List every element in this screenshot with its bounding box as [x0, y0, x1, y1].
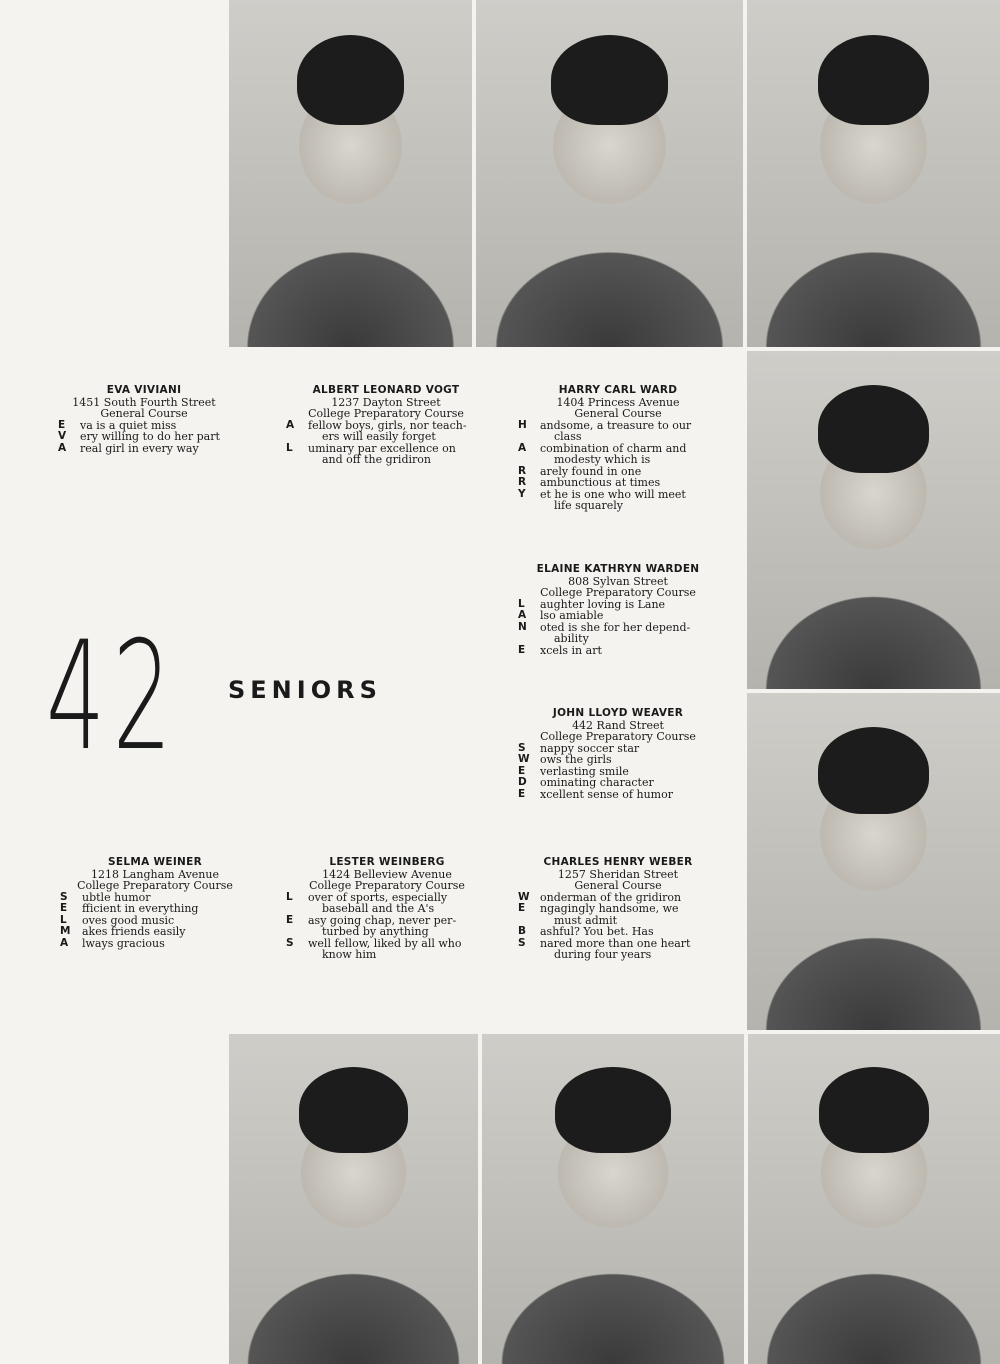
acrostic-text: turbed by anything [322, 925, 429, 938]
senior-name: ELAINE KATHRYN WARDEN [536, 563, 700, 575]
acrostic-text: life squarely [554, 499, 623, 512]
acrostic-text: ashful? You bet. Has [540, 925, 654, 938]
acrostic-letter: S [60, 890, 68, 903]
acrostic-letter [286, 454, 308, 466]
acrostic-letter [518, 454, 540, 466]
acrostic-text: baseball and the A's [322, 902, 435, 915]
acrostic-letter: V [58, 430, 67, 442]
page-number: 42 [46, 610, 180, 784]
acrostic-letter: A [60, 936, 69, 949]
acrostic-letter: R [518, 476, 527, 488]
senior-course: General Course [100, 407, 188, 420]
acrostic-text: xcels in art [540, 643, 602, 657]
acrostic-text: ery willing to do her part [80, 430, 220, 443]
entry-selma-weiner [60, 857, 250, 949]
senior-address: 1218 Langham Avenue [91, 867, 219, 881]
acrostic-letter: H [518, 418, 527, 431]
senior-course: General Course [574, 879, 662, 892]
acrostic-letter: L [60, 913, 67, 926]
acrostic-text: oted is she for her depend- [540, 620, 691, 634]
acrostic-text: akes friends easily [82, 925, 186, 938]
acrostic-text: nappy soccer star [540, 741, 640, 755]
senior-name: ALBERT LEONARD VOGT [312, 384, 460, 396]
acrostic-letter: S [286, 936, 294, 949]
acrostic-letter: D [518, 776, 527, 788]
acrostic-letter: Y [518, 487, 526, 500]
entry-charles-weber [518, 857, 718, 961]
acrostic-text: aughter loving is Lane [540, 597, 666, 611]
portrait-charles-weber [748, 1034, 1000, 1364]
acrostic-letter: A [518, 609, 527, 621]
portrait-albert-vogt [476, 0, 743, 347]
portrait-harry-ward [747, 0, 1000, 347]
acrostic-text: ows the girls [540, 753, 612, 766]
senior-address: 1404 Princess Avenue [556, 395, 680, 409]
acrostic-letter: L [286, 890, 293, 903]
acrostic-letter [518, 633, 540, 645]
acrostic-text: uminary par excellence on [308, 441, 456, 455]
senior-name: HARRY CARL WARD [558, 384, 678, 396]
acrostic-text: ambunctious at times [540, 476, 661, 489]
acrostic-letter: S [518, 936, 526, 949]
acrostic-letter: E [58, 418, 66, 431]
portrait-elaine-warden [747, 351, 1000, 689]
acrostic-text: ers will easily forget [322, 430, 436, 443]
acrostic-letter [286, 949, 308, 961]
section-title: SENIORS [228, 676, 382, 704]
acrostic-text: class [554, 430, 582, 443]
entry-elaine-warden [518, 564, 718, 656]
acrostic-text: know him [322, 948, 377, 961]
acrostic-text: oves good music [82, 913, 175, 927]
acrostic-letter: E [518, 764, 526, 777]
acrostic-text: fficient in everything [82, 902, 199, 915]
acrostic-letter [518, 500, 540, 512]
senior-name: CHARLES HENRY WEBER [543, 856, 693, 868]
acrostic-text: ubtle humor [82, 890, 151, 904]
acrostic-letter: R [518, 464, 527, 477]
senior-name: JOHN LLOYD WEAVER [552, 707, 684, 719]
acrostic-text: xcellent sense of humor [540, 787, 673, 801]
acrostic-letter [286, 903, 308, 915]
acrostic-text: well fellow, liked by all who [308, 936, 462, 950]
acrostic-text: andsome, a treasure to our [540, 418, 692, 432]
acrostic-letter: L [518, 597, 525, 610]
senior-course: College Preparatory Course [77, 879, 233, 892]
acrostic-text: asy going chap, never per- [308, 913, 457, 927]
acrostic-text: must admit [554, 913, 618, 927]
acrostic-letter [286, 926, 308, 938]
acrostic-letter [518, 949, 540, 961]
acrostic-text: et he is one who will meet [540, 487, 686, 501]
senior-course: College Preparatory Course [308, 407, 464, 420]
acrostic-letter: A [286, 418, 295, 431]
acrostic-letter: A [58, 441, 67, 454]
portrait-lester-weinberg [482, 1034, 744, 1364]
acrostic-text: lways gracious [82, 936, 165, 950]
senior-name: SELMA WEINER [108, 856, 202, 868]
senior-address: 1451 South Fourth Street [72, 395, 216, 409]
senior-address: 1237 Dayton Street [331, 395, 441, 409]
acrostic-text: nared more than one heart [540, 936, 691, 950]
acrostic-letter [286, 431, 308, 443]
portrait-john-weaver [747, 693, 1000, 1030]
acrostic-letter: B [518, 925, 527, 937]
acrostic-letter [518, 431, 540, 443]
portrait-eva-viviani [229, 0, 472, 347]
acrostic-text: combination of charm and [540, 441, 687, 455]
acrostic-text: arely found in one [540, 464, 642, 478]
acrostic-text: modesty which is [554, 453, 651, 466]
acrostic-letter: E [518, 902, 526, 914]
acrostic-letter: E [518, 643, 526, 656]
senior-address: 808 Sylvan Street [568, 574, 668, 588]
senior-address: 1257 Sheridan Street [557, 867, 679, 881]
acrostic-letter: W [518, 890, 530, 903]
acrostic-text: onderman of the gridiron [540, 890, 682, 904]
senior-name: EVA VIVIANI [106, 384, 182, 396]
acrostic-letter: E [286, 913, 294, 926]
acrostic-text: va is a quiet miss [80, 418, 177, 432]
entry-eva-viviani [58, 385, 230, 454]
senior-address: 1424 Belleview Avenue [322, 867, 452, 881]
acrostic-text: lso amiable [540, 609, 604, 622]
acrostic-text: over of sports, especially [308, 890, 448, 904]
acrostic-text: ability [554, 632, 589, 645]
acrostic-text: and off the gridiron [322, 453, 431, 466]
senior-course: College Preparatory Course [309, 879, 465, 892]
senior-address: 442 Rand Street [572, 718, 664, 732]
acrostic-text: verlasting smile [540, 764, 629, 778]
acrostic-text: real girl in every way [80, 441, 199, 455]
entry-john-weaver [518, 708, 718, 800]
acrostic-letter: A [518, 441, 527, 454]
acrostic-letter: L [286, 441, 293, 454]
entry-lester-weinberg [286, 857, 488, 961]
acrostic-text: ngagingly handsome, we [540, 902, 679, 915]
senior-course: College Preparatory Course [540, 730, 696, 743]
senior-course: College Preparatory Course [540, 586, 696, 599]
acrostic-letter: N [518, 620, 527, 633]
senior-name: LESTER WEINBERG [329, 856, 445, 868]
acrostic-letter: M [60, 925, 71, 937]
entry-albert-vogt [286, 385, 486, 466]
acrostic-letter: E [60, 902, 68, 914]
acrostic-text: ominating character [540, 776, 654, 789]
acrostic-letter: W [518, 753, 530, 765]
entry-harry-ward [518, 385, 718, 512]
senior-course: General Course [574, 407, 662, 420]
portrait-selma-weiner [229, 1034, 478, 1364]
acrostic-letter: E [518, 787, 526, 800]
acrostic-letter: S [518, 741, 526, 754]
acrostic-text: fellow boys, girls, nor teach- [308, 418, 467, 432]
acrostic-text: during four years [554, 948, 652, 961]
